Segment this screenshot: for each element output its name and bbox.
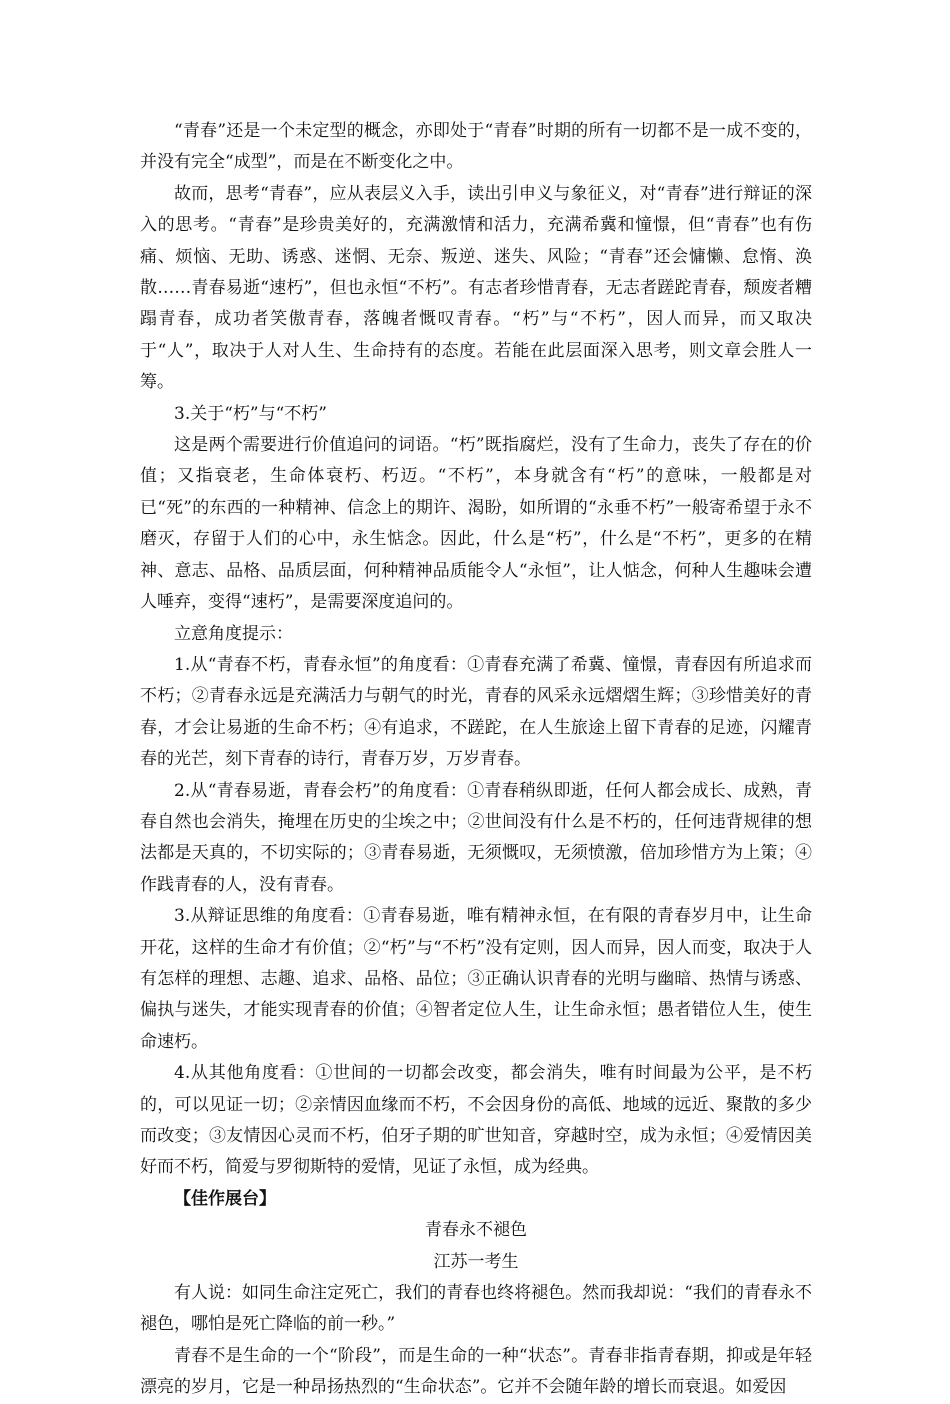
section-heading-angles: 立意角度提示： bbox=[174, 623, 293, 644]
paragraph-angle-3: 3.从辩证思维的角度看：①青春易逝，唯有精神永恒，在有限的青春岁月中，让生命开花，这样的生命才有价值；②“朽”与“不朽”没有定则，因人而异，因人而变，取决于人有怎样的理想、志趣、追求、品格、品位；③正确认识青春的光明与幽暗、热情与诱惑、偏执与迷失，才能实现青春的价值；④智者定位人生，让生命永恒；愚者错位人生，使生命速朽。 bbox=[140, 906, 812, 1052]
section-heading-xiu: 3.关于“朽”与“不朽” bbox=[174, 403, 327, 424]
essay-author: 江苏一考生 bbox=[433, 1251, 519, 1272]
paragraph-angle-4: 4.从其他角度看：①世间的一切都会改变，都会消失，唯有时间最为公平，是不朽的，可以见证一切；②亲情因血缘而不朽，不会因身份的高低、地域的远近、聚散的多少而改变；③友情因心灵而不朽，伯牙子期的旷世知音，穿越时空，成为永恒；④爱情因美好而不朽，简爱与罗彻斯特的爱情，见证了永恒，成为经典。 bbox=[140, 1063, 812, 1178]
showcase-label: 【佳作展台】 bbox=[174, 1188, 276, 1209]
paragraph-definition: “青春”还是一个未定型的概念，亦即处于“青春”时期的所有一切都不是一成不变的，并没有完全“成型”，而是在不断变化之中。 bbox=[140, 121, 812, 173]
essay-paragraph-2: 青春不是生命的一个“阶段”，而是生命的一种“状态”。青春非指青春期，抑或是年轻漂亮的岁月，它是一种昂扬热烈的“生命状态”。它并不会随年龄的增长而衰退。如爱因 bbox=[140, 1345, 812, 1398]
paragraph-xiu-value: 这是两个需要进行价值追问的词语。“朽”既指腐烂，没有了生命力，丧失了存在的价值；又指衰老，生命体衰朽、朽迈。“不朽”，本身就含有“朽”的意味，一般都是对已“死”的东西的一种精神、信念上的期许、渴盼，如所谓的“永垂不朽”一般寄希望于永不磨灭，存留于人们的心中，永生惦念。因此，什么是“朽”，什么是“不朽”，更多的在精神、意志、品格、品质层面，何种精神品质能令人“永恒”，让人惦念，何种人生趣味会遭人唾弃，变得“速朽”，是需要深度追问的。 bbox=[140, 435, 812, 613]
document-page bbox=[140, 116, 812, 1404]
paragraph-angle-2: 2.从“青春易逝，青春会朽”的角度看：①青春稍纵即逝，任何人都会成长、成熟，青春自然也会消失，掩埋在历史的尘埃之中；②世间没有什么是不朽的，任何违背规律的想法都是天真的，不切实际的；③青春易逝，无须慨叹，无须愤激，倍加珍惜方为上策；④作践青春的人，没有青春。 bbox=[140, 780, 812, 895]
paragraph-thinking: 故而，思考“青春”，应从表层义入手，读出引申义与象征义，对“青春”进行辩证的深入的思考。“青春”是珍贵美好的，充满激情和活力，充满希冀和憧憬，但“青春”也有伤痛、烦恼、无助、诱惑、迷惘、无奈、叛逆、迷失、风险；“青春”还会慵懒、怠惰、涣散……青春易逝“速朽”，但也永恒“不朽”。有志者珍惜青春，无志者蹉跎青春，颓废者糟蹋青春，成功者笑傲青春，落魄者慨叹青春。“朽”与“不朽”，因人而异，而又取决于“人”，取决于人对人生、生命持有的态度。若能在此层面深入思考，则文章会胜人一筹。 bbox=[140, 183, 812, 393]
essay-title: 青春永不褪色 bbox=[425, 1220, 527, 1241]
paragraph-angle-1: 1.从“青春不朽，青春永恒”的角度看：①青春充满了希冀、憧憬，青春因有所追求而不朽；②青春永远是充满活力与朝气的时光，青春的风采永远熠熠生辉；③珍惜美好的青春，才会让易逝的生命不朽；④有追求，不蹉跎，在人生旅途上留下青春的足迹，闪耀青春的光芒，刻下青春的诗行，青春万岁，万岁青春。 bbox=[140, 654, 812, 770]
essay-paragraph-1: 有人说：如同生命注定死亡，我们的青春也终将褪色。然而我却说：“我们的青春永不褪色，哪怕是死亡降临的前一秒。” bbox=[140, 1283, 812, 1335]
